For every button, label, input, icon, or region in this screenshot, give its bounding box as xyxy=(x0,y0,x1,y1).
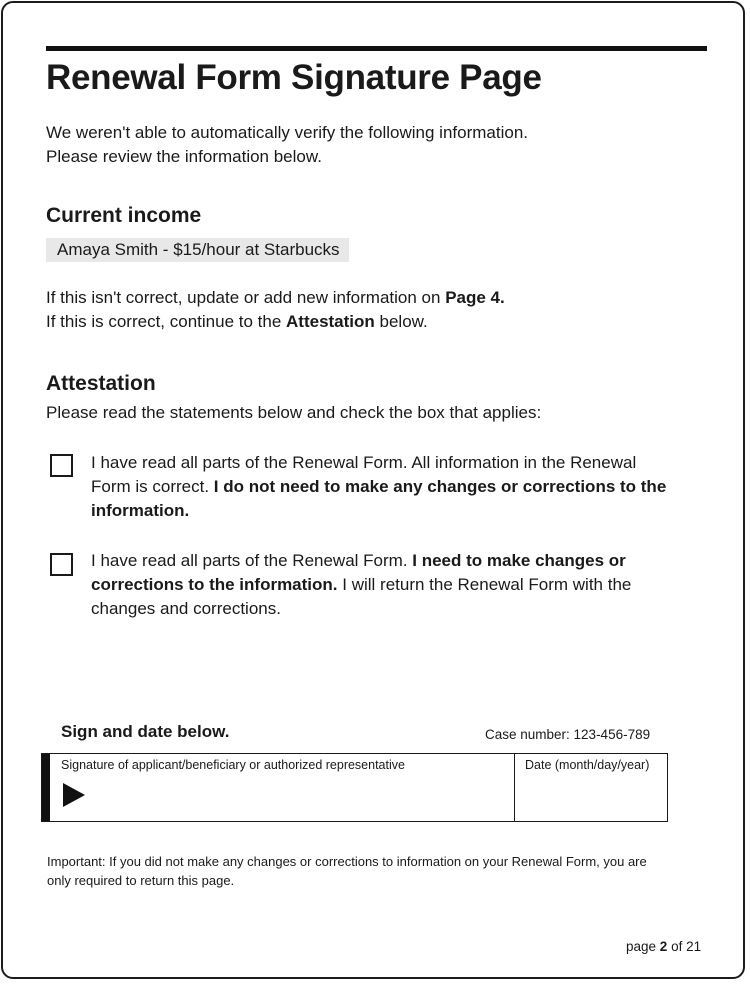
no-changes-checkbox[interactable] xyxy=(50,454,73,477)
date-field[interactable] xyxy=(515,754,667,821)
no-changes-statement-bold: I do not need to make any changes or corrections to the information. xyxy=(91,477,667,520)
date-label: Date (month/day/year) xyxy=(525,758,650,772)
correction-line-2 xyxy=(46,310,696,334)
page-4-reference: Page 4. xyxy=(445,288,505,307)
changes-needed-statement-text: I have read all parts of the Renewal Form. xyxy=(91,551,413,570)
income-value-box: Amaya Smith - $15/hour at Starbucks xyxy=(46,238,349,262)
changes-needed-statement-suffix: I will return the Renewal Form with the changes and corrections. xyxy=(91,575,632,618)
page-number-middle: of xyxy=(667,939,687,954)
correction-line-1-text: If this isn't correct, update or add new information on xyxy=(46,288,446,307)
current-income-heading: Current income xyxy=(46,204,202,227)
no-changes-statement-text: I have read all parts of the Renewal Form. All information in the Renewal Form is correct. xyxy=(91,453,637,496)
title-rule xyxy=(46,46,707,51)
changes-needed-checkbox[interactable] xyxy=(50,553,73,576)
important-note: Important: If you did not make any changes or corrections to information on your Renewal Form, you are only required to return this page. xyxy=(47,854,647,888)
page-number-prefix: page xyxy=(626,939,660,954)
sign-here-arrow-icon xyxy=(63,783,85,807)
page-number-current: 2 xyxy=(659,939,668,954)
page-number xyxy=(626,939,701,954)
case-number: Case number: 123-456-789 xyxy=(485,727,651,742)
page-number-total: 21 xyxy=(686,939,702,954)
correction-line-2-suffix: below. xyxy=(374,312,428,331)
attestation-reference: Attestation xyxy=(286,312,375,331)
signature-bar xyxy=(42,754,50,821)
correction-line-1 xyxy=(46,286,696,310)
sign-and-date-heading: Sign and date below. xyxy=(61,722,230,741)
attestation-instructions: Please read the statements below and check the box that applies: xyxy=(46,403,542,422)
changes-needed-statement xyxy=(91,549,671,621)
correction-line-2-text: If this is correct, continue to the xyxy=(46,312,287,331)
correction-note xyxy=(46,286,696,334)
changes-needed-statement-bold: I need to make changes or corrections to the information. xyxy=(91,551,626,594)
page-title: Renewal Form Signature Page xyxy=(46,58,542,97)
signature-field[interactable] xyxy=(50,754,515,821)
document-page xyxy=(1,1,745,979)
no-changes-statement xyxy=(91,451,671,523)
intro-text xyxy=(46,121,686,169)
intro-line-2: Please review the information below. xyxy=(46,147,322,166)
signature-label: Signature of applicant/beneficiary or authorized representative xyxy=(61,758,405,772)
intro-line-1: We weren't able to automatically verify the following information. xyxy=(46,123,528,142)
signature-table xyxy=(41,753,668,822)
attestation-heading: Attestation xyxy=(46,372,156,395)
